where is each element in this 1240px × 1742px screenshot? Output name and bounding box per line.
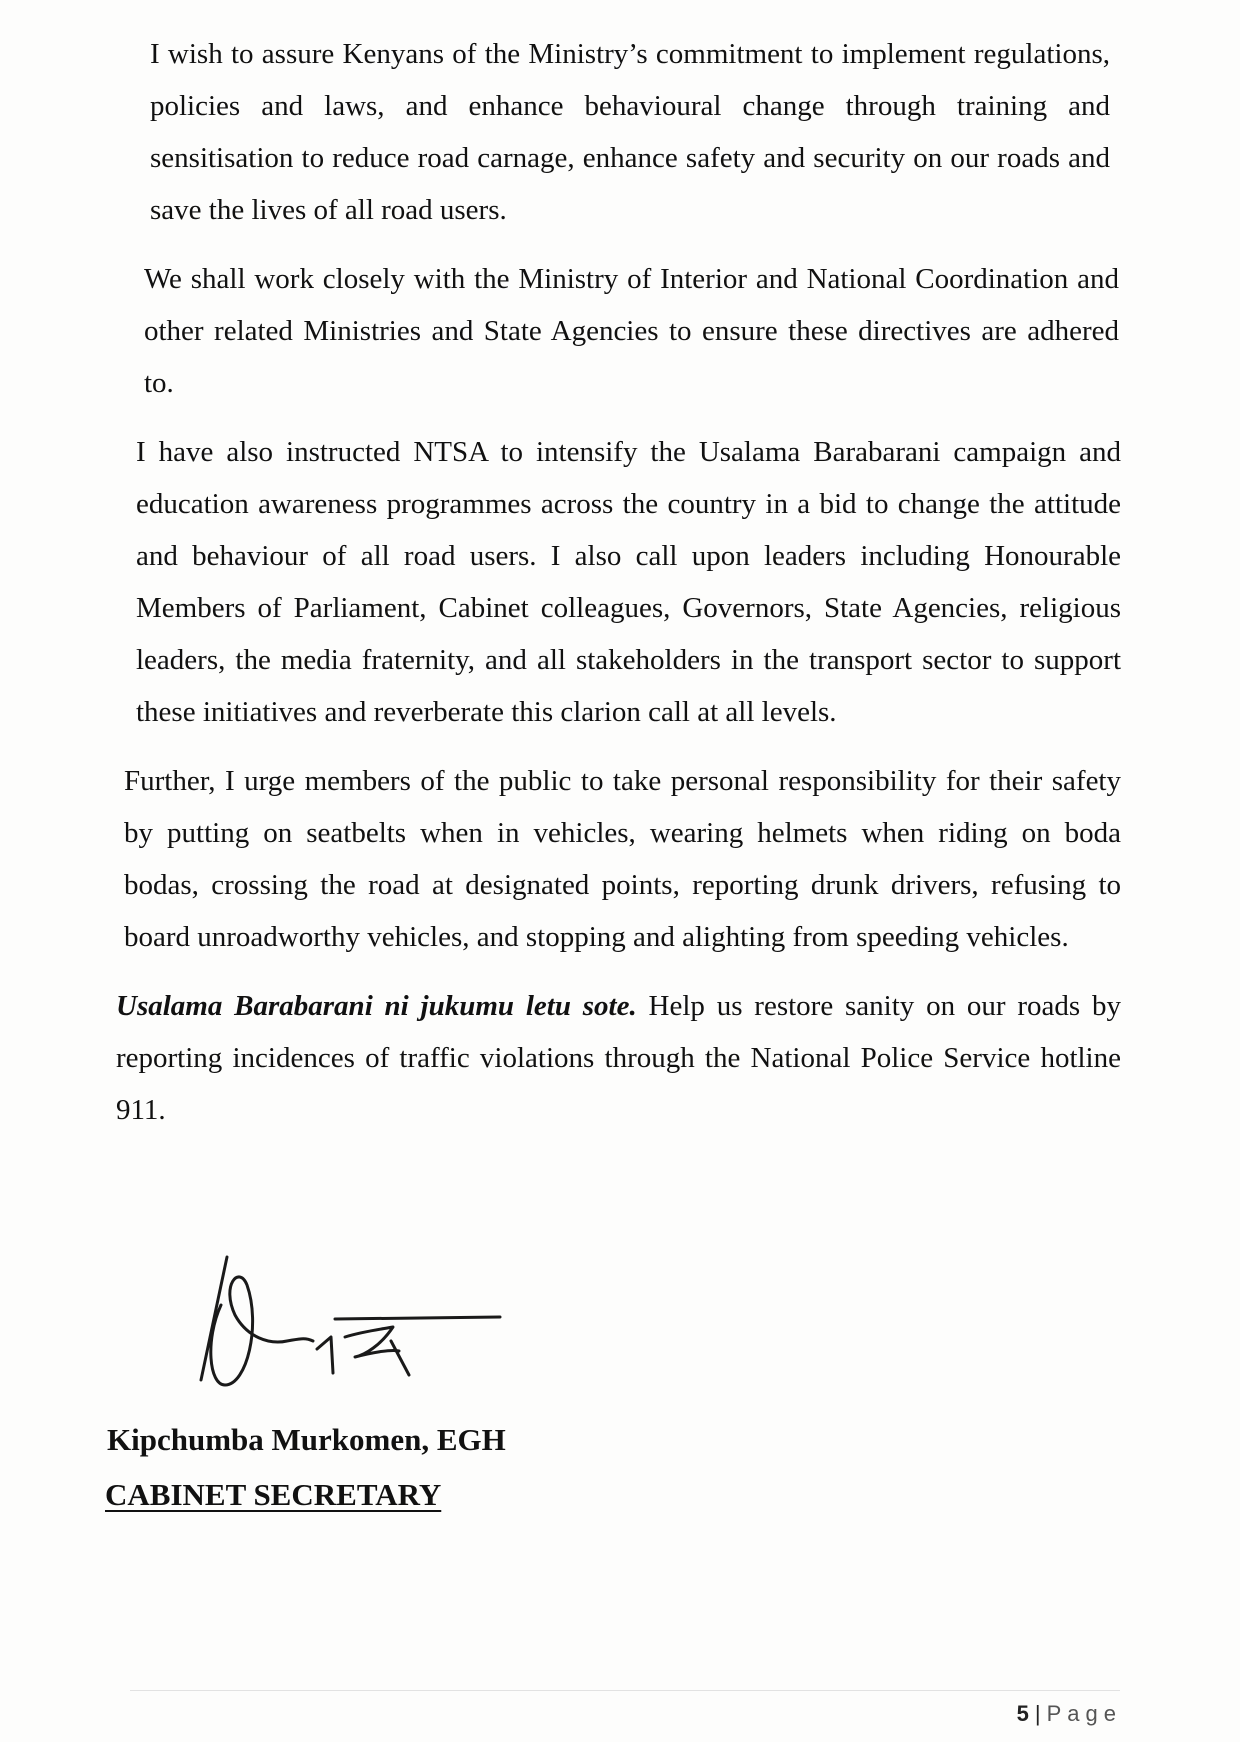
- page-number-label: Page: [1046, 1701, 1122, 1726]
- document-body: [116, 28, 1122, 1153]
- footer-divider: [130, 1690, 1120, 1691]
- page-number-value: 5: [1016, 1701, 1029, 1726]
- paragraph-ntsa-campaign: I have also instructed NTSA to intensify the Usalama Barabarani campaign and education awareness programmes across the country in a bid to change the attitude and behaviour of all road users. I also call upon leaders including Honourable Members of Parliament, Cabinet colleagues, Governors, State Agencies, religious leaders, the media fraternity, and all stakeholders in the transport sector to support these initiatives and reverberate this clarion call at all levels.: [136, 436, 1121, 728]
- closing-text: Help us restore sanity on our roads by reporting incidences of traffic violations through the National Police Service hotline 911.: [116, 990, 1121, 1126]
- paragraph-ministry-commitment: I wish to assure Kenyans of the Ministry’s commitment to implement regulations, policies and laws, and enhance behavioural change through training and sensitisation to reduce road carnage, enhance safety and security on our roads and save the lives of all road users.: [150, 38, 1110, 226]
- motto-text: Usalama Barabarani ni jukumu letu sote.: [116, 990, 637, 1022]
- paragraph-interior-coordination: We shall work closely with the Ministry of Interior and National Coordination and other related Ministries and State Agencies to ensure these directives are adhered to.: [144, 263, 1119, 399]
- signer-title: CABINET SECRETARY: [105, 1477, 442, 1512]
- paragraph-public-responsibility: Further, I urge members of the public to take personal responsibility for their safety by putting on seatbelts when in vehicles, wearing helmets when riding on boda bodas, crossing the road at designated points, reporting drunk drivers, refusing to board unroadworthy vehicles, and stopping and alighting from speeding vehicles.: [124, 765, 1121, 953]
- signer-name: Kipchumba Murkomen, EGH: [107, 1422, 506, 1457]
- page-number-separator: |: [1034, 1701, 1041, 1726]
- paragraph-closing-appeal: [116, 980, 1121, 1136]
- handwritten-signature: [195, 1245, 535, 1415]
- page-number: [1017, 1700, 1122, 1728]
